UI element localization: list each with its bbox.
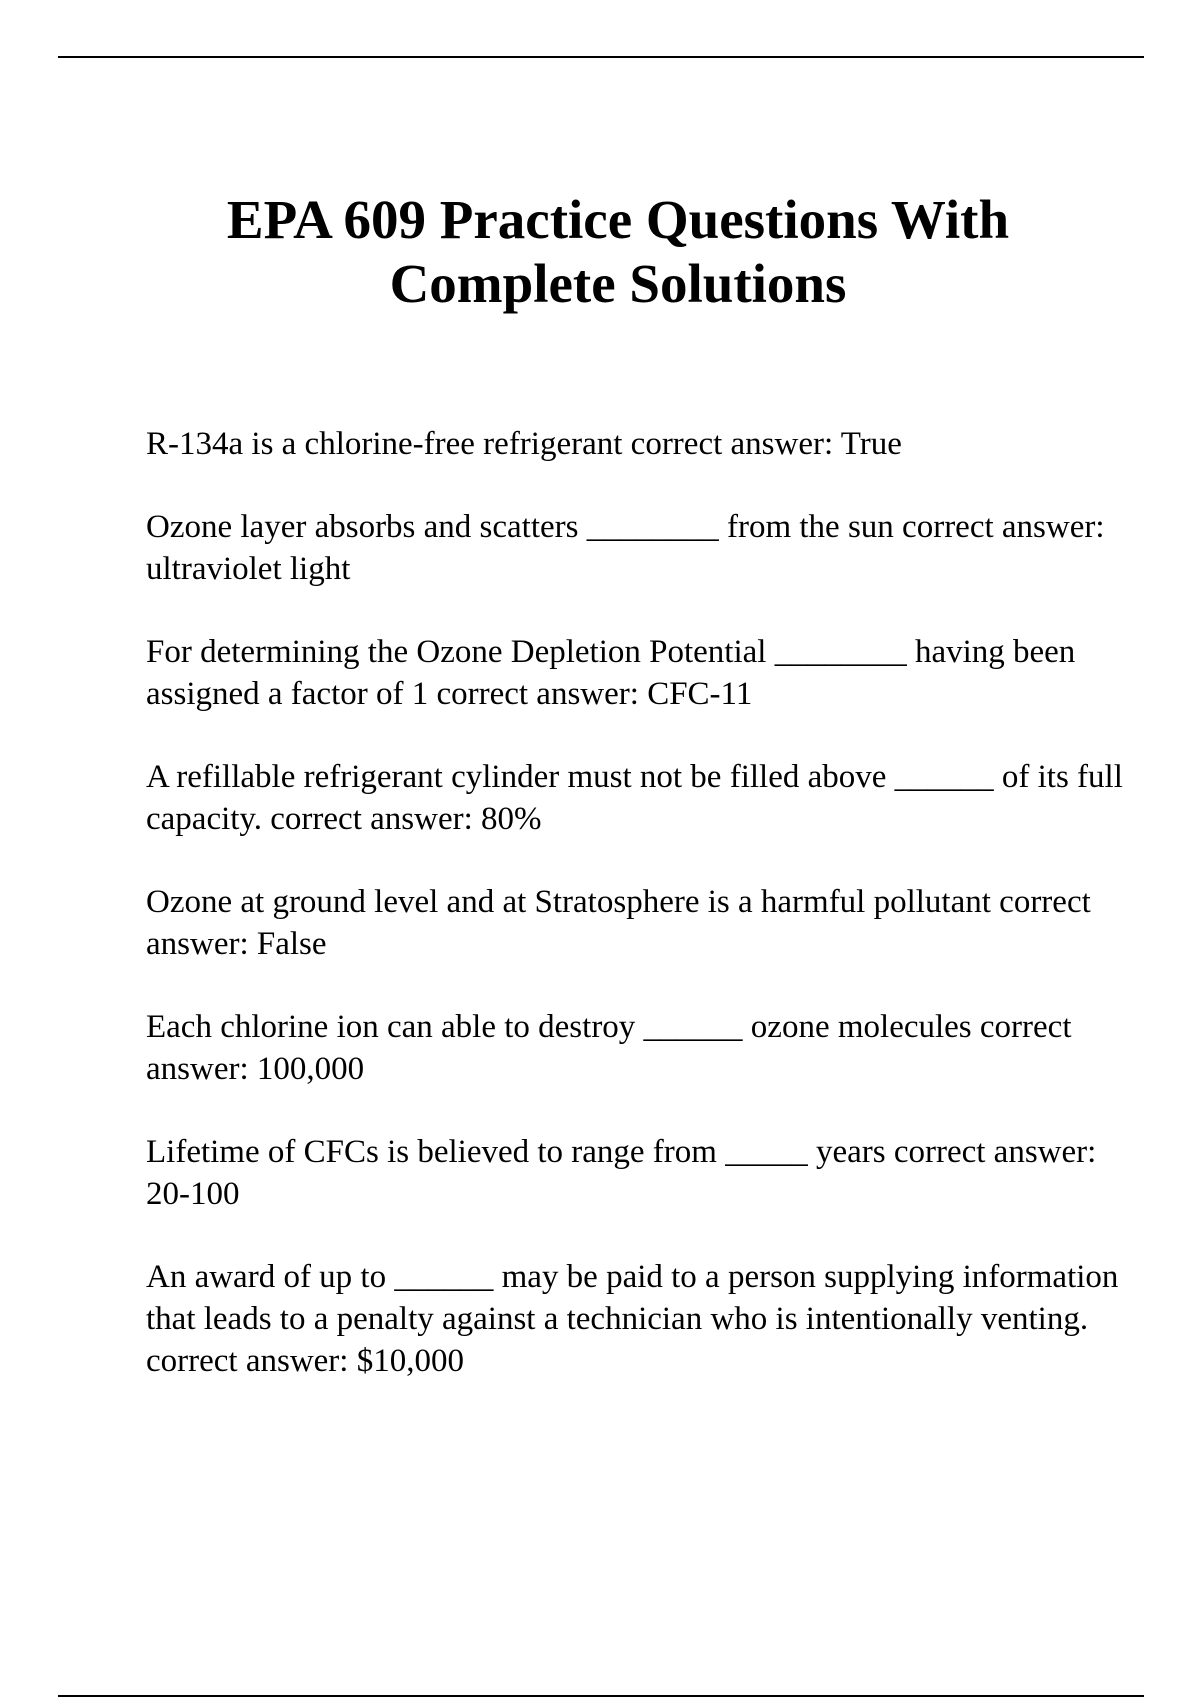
question-item: An award of up to ______ may be paid to a person supplying information that leads to a penalty against a technician who is intentionally venting. correct answer: $10,000 xyxy=(146,1259,1119,1379)
question-item: Lifetime of CFCs is believed to range from _____ years correct answer: 20-100 xyxy=(146,1134,1097,1212)
bottom-rule xyxy=(58,1695,1144,1697)
title-line-1: EPA 609 Practice Questions With xyxy=(226,189,1010,250)
title-line-2: Complete Solutions xyxy=(389,253,847,314)
page-title xyxy=(0,188,1200,316)
question-item: Each chlorine ion can able to destroy ______ ozone molecules correct answer: 100,000 xyxy=(146,1009,1072,1087)
question-item: For determining the Ozone Depletion Potential ________ having been assigned a factor of 1 correct answer: CFC-11 xyxy=(146,634,1076,712)
question-item: Ozone layer absorbs and scatters ________ from the sun correct answer: ultraviolet light xyxy=(146,509,1105,587)
question-list xyxy=(146,423,1146,1423)
question-item: R-134a is a chlorine-free refrigerant correct answer: True xyxy=(146,426,902,462)
top-rule xyxy=(58,56,1144,58)
question-item: Ozone at ground level and at Stratosphere is a harmful pollutant correct answer: False xyxy=(146,884,1091,962)
question-item: A refillable refrigerant cylinder must not be filled above ______ of its full capacity. correct answer: 80% xyxy=(146,759,1123,837)
